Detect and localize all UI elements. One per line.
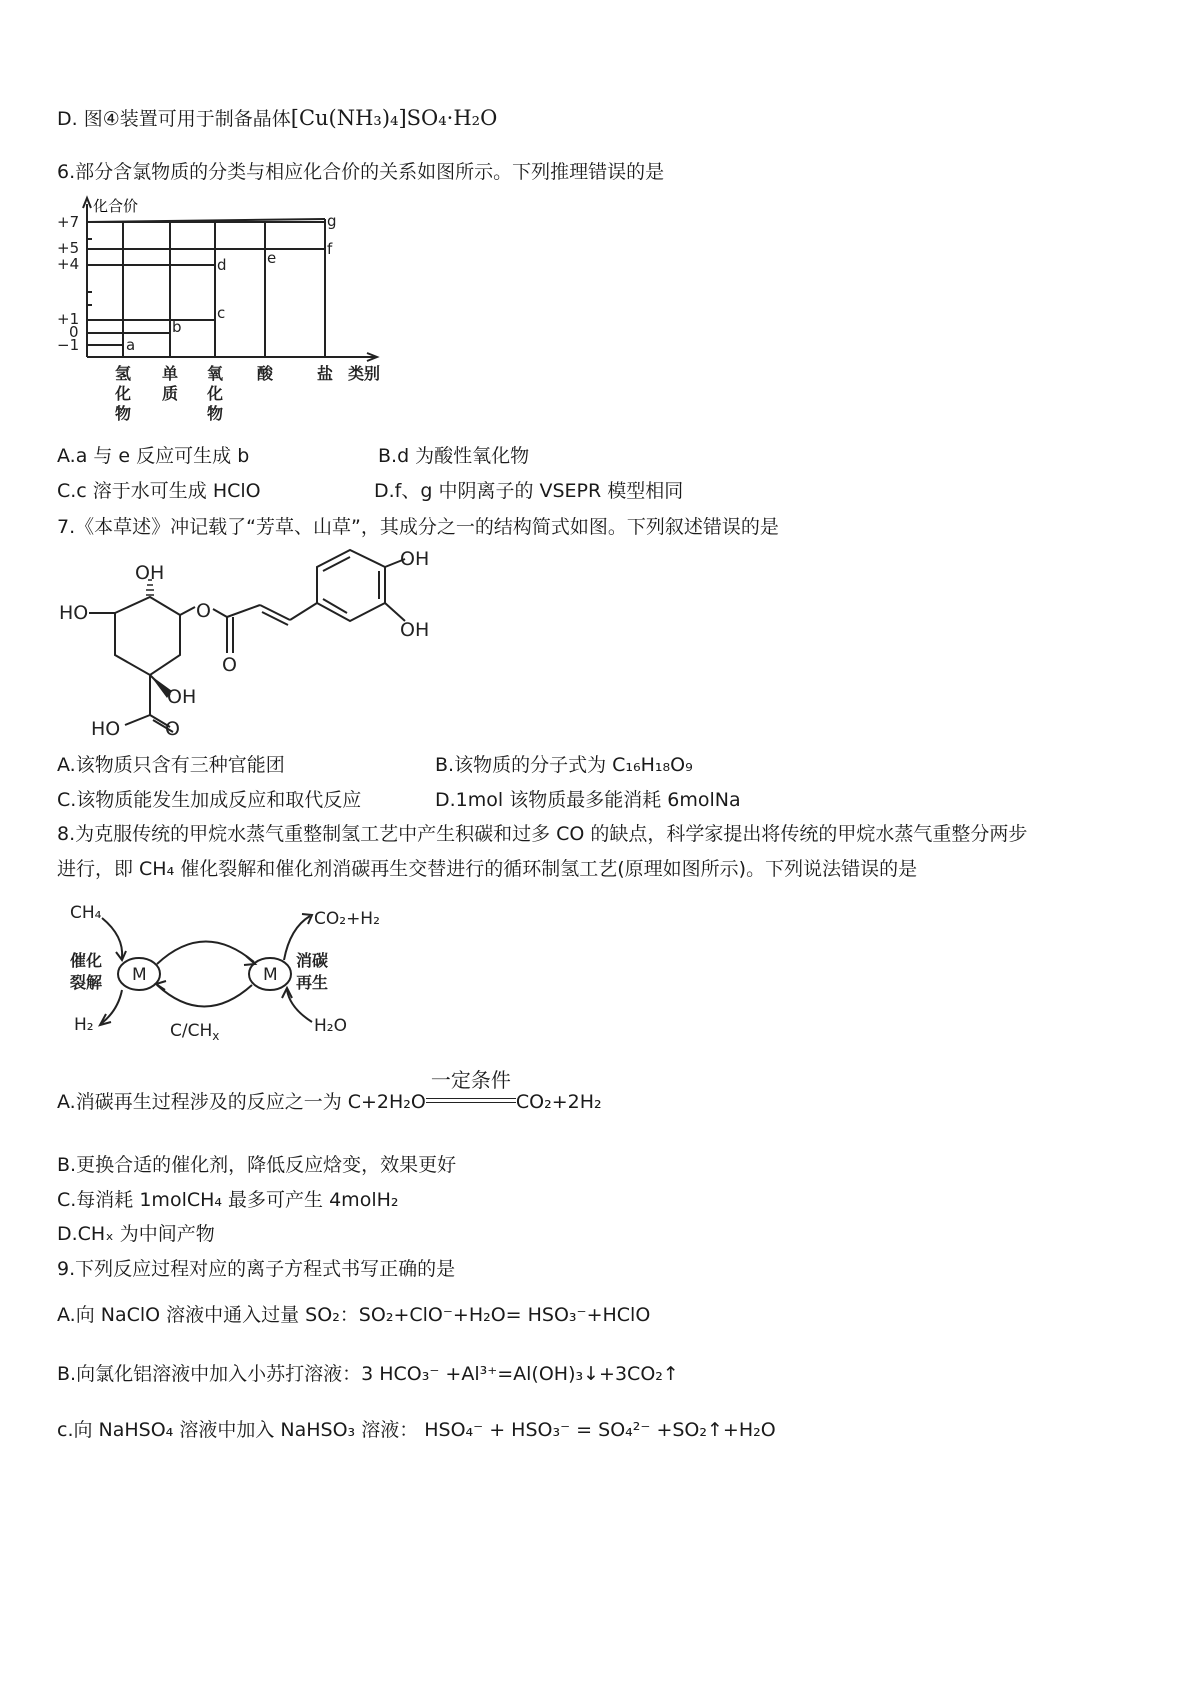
q6-y-tick: +5 [57,239,80,257]
q6-option-b: B.d 为酸性氧化物 [378,445,530,467]
q8-ch4-label: CH₄ [70,903,102,923]
q6-y-tick: +1 [57,310,80,328]
q6-x-category-vertical [162,364,178,403]
q8-mid-label [170,1021,219,1043]
q6-option-d: D.f、g 中阴离子的 VSEPR 模型相同 [374,480,684,502]
q6-x-category: 酸 [257,364,274,383]
q7-label: O [165,718,180,740]
q7-option-b: B.该物质的分子式为 C₁₆H₁₈O₉ [435,754,693,776]
q7-option-d: D.1mol 该物质最多能消耗 6molNa [435,789,741,811]
q6-x-category-char: 化 [207,384,224,403]
q8-option-a [57,1068,602,1114]
q6-x-category: 盐 [317,364,334,383]
q8-right-label2: 再生 [296,973,329,992]
q6-point-e: e [267,249,277,267]
q8-option-b: B.更换合适的催化剂，降低反应焓变，效果更好 [57,1154,457,1176]
q6-x-category-char: 氢 [115,364,132,383]
q8-option-a-products: CO₂+2H₂ [515,1091,602,1113]
q8-condition: 一定条件 [430,1068,511,1092]
q8-stem-line2: 进行，即 CH₄ 催化裂解和催化剂消碳再生交替进行的循环制氢工艺(原理如图所示)。下列说法错误的是 [57,858,918,880]
q6-x-category-char: 物 [115,404,132,423]
q8-h2o-label: H₂O [314,1016,347,1036]
q5-option-d-formula: [Cu(NH₃)₄]SO₄·H₂O [290,106,498,130]
q8-co2h2-label: CO₂+H₂ [314,909,380,929]
q7-label: OH [400,548,430,570]
q7-label: HO [59,602,89,624]
q6-x-category-char: 物 [207,404,224,423]
q9-option-b: B.向氯化铝溶液中加入小苏打溶液：3 HCO₃⁻ +Al³⁺=Al(OH)₃↓+3CO₂↑ [57,1363,679,1385]
q5-option-d [57,106,497,131]
q8-right-label1: 消碳 [296,951,329,970]
q7-option-c: C.该物质能发生加成反应和取代反应 [57,789,362,811]
q6-x-category-vertical [114,364,131,423]
q6-stem: 6.部分含氯物质的分类与相应化合价的关系如图所示。下列推理错误的是 [57,161,665,183]
q6-point-a: a [126,336,136,354]
q8-option-d: D.CHₓ 为中间产物 [57,1223,215,1245]
q6-point-d: d [217,256,227,274]
q6-valence-chart [55,192,395,430]
q7-label: OH [167,686,197,708]
q7-structure-diagram [55,545,445,750]
q6-y-title: 化合价 [93,197,139,215]
q6-point-g: g [327,212,337,230]
q6-x-category-char: 氧 [207,364,224,383]
q6-point-f: f [327,240,333,258]
q8-left-label1: 催化 [70,951,103,970]
q8-stem-line1: 8.为克服传统的甲烷水蒸气重整制氢工艺中产生积碳和过多 CO 的缺点，科学家提出将传统的甲烷水蒸气重整分两步 [57,823,1028,845]
q8-left-label2: 裂解 [70,973,103,992]
q6-y-tick: 0 [69,323,79,341]
q6-point-c: c [217,304,226,322]
q6-option-c: C.c 溶于水可生成 HClO [57,480,261,502]
q6-x-title: 类别 [348,364,381,383]
q6-option-a: A.a 与 e 反应可生成 b [57,445,250,467]
q8-h2-label: H₂ [74,1015,94,1035]
q7-option-a: A.该物质只含有三种官能团 [57,754,285,776]
q6-point-b: b [172,318,182,336]
q8-mid-sub: x [212,1029,220,1043]
q6-y-tick: +4 [57,255,80,273]
q6-x-category-char: 质 [162,384,179,403]
q8-equals-with-condition [426,1068,516,1114]
q9-stem: 9.下列反应过程对应的离子方程式书写正确的是 [57,1258,456,1280]
q7-stem: 7.《本草述》冲记载了“芳草、山草”，其成分之一的结构简式如图。下列叙述错误的是 [57,516,779,538]
q8-cycle-diagram [62,898,402,1048]
q5-option-d-text: D. 图④装置可用于制备晶体 [57,108,291,130]
q9-option-c: c.向 NaHSO₄ 溶液中加入 NaHSO₃ 溶液： HSO₄⁻ + HSO₃⁻ = SO₄²⁻ +SO₂↑+H₂O [57,1419,776,1441]
q6-x-category-vertical [206,364,224,423]
q7-label: O [196,600,211,622]
q7-label: O [222,654,237,676]
q7-label: OH [400,619,430,641]
q6-x-category-char: 单 [162,364,179,383]
q8-mid-text: C/CH [170,1021,213,1041]
q7-label: HO [91,718,121,740]
q8-option-c: C.每消耗 1molCH₄ 最多可产生 4molH₂ [57,1189,399,1211]
q8-m1-label: M [132,965,147,985]
q8-m2-label: M [263,965,278,985]
q6-y-tick: −1 [57,336,80,354]
q6-y-tick: +7 [57,213,80,231]
q8-option-a-text: A.消碳再生过程涉及的反应之一为 C+2H₂O [57,1091,426,1113]
q9-option-a: A.向 NaClO 溶液中通入过量 SO₂：SO₂+ClO⁻+H₂O= HSO₃⁻+HClO [57,1304,651,1326]
q7-label: OH [135,562,165,584]
q6-x-category-char: 化 [115,384,132,403]
